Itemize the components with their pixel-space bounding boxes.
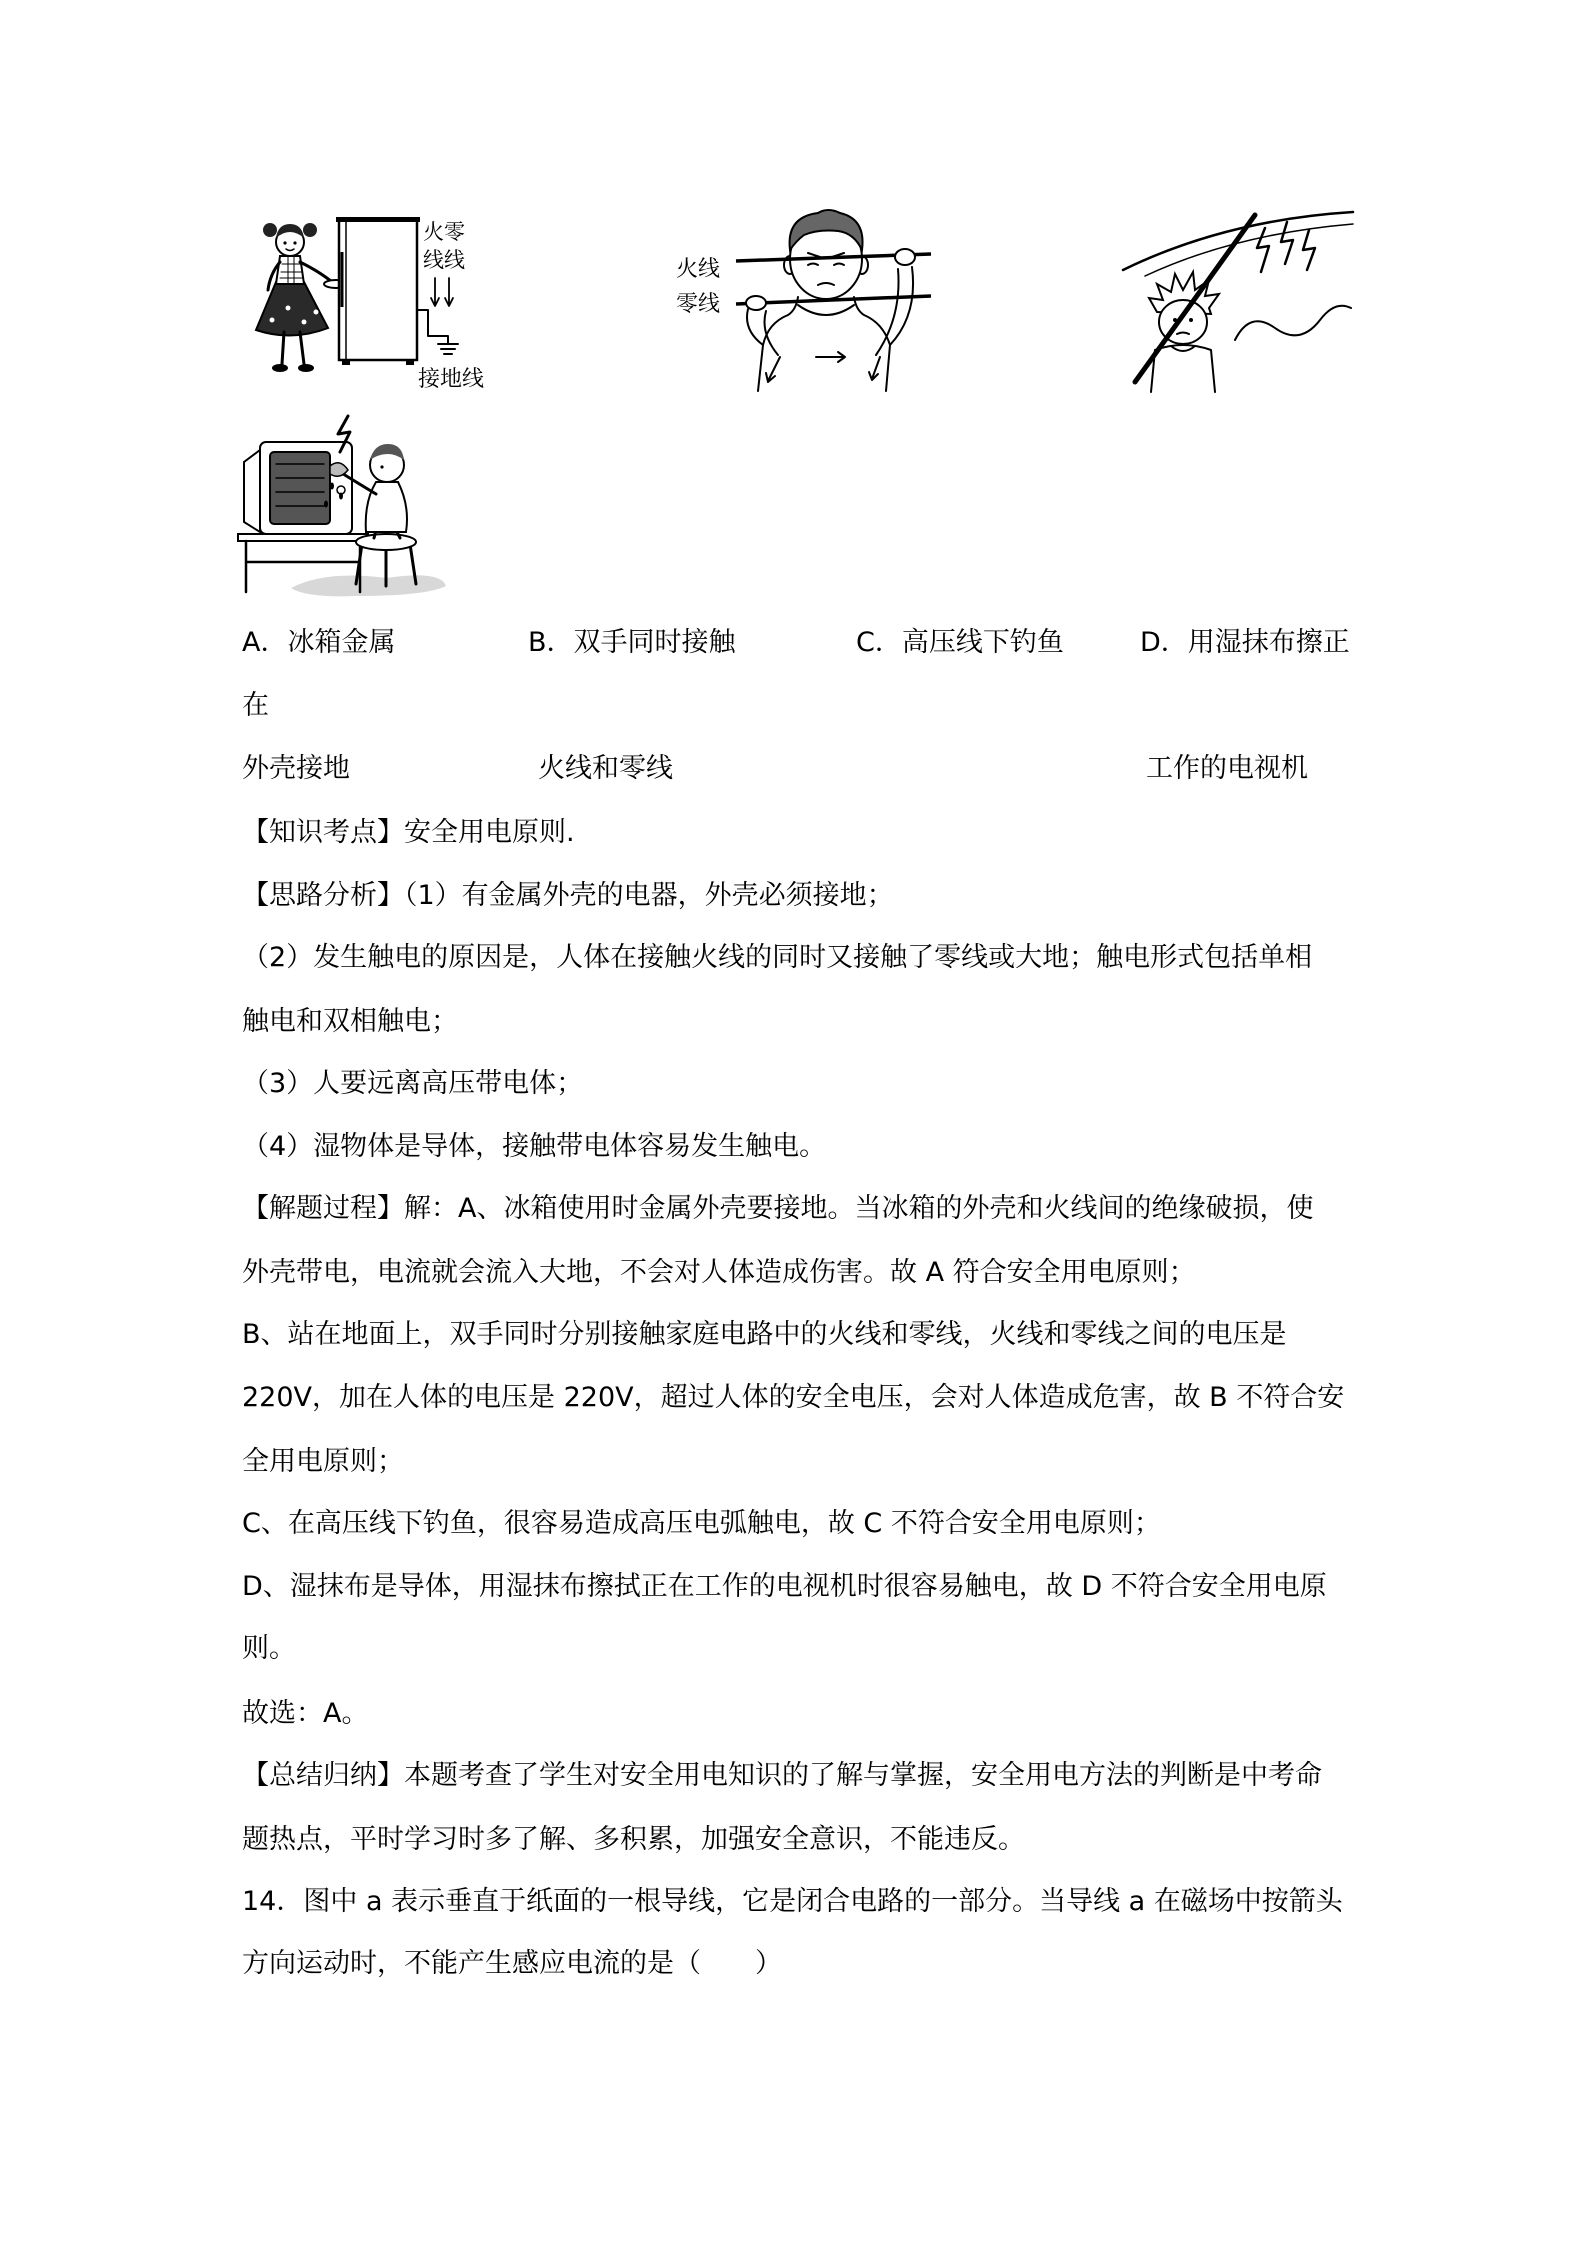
solution-line: 220V，加在人体的电压是 220V，超过人体的安全电压，会对人体造成危害，故 B 不符合安 [242, 1382, 1345, 1413]
knowledge-point-line [242, 818, 575, 848]
angler-collar [1171, 346, 1195, 351]
solution-line: 外壳带电，电流就会流入大地，不会对人体造成伤害。故 A 符合安全用电原则； [242, 1257, 1196, 1288]
angler-body [1151, 345, 1215, 392]
current-arrow [816, 352, 845, 362]
tv-back [244, 450, 260, 532]
analysis-line: （4）湿物体是导体，接触带电体容易发生触电。 [242, 1131, 827, 1162]
girl-shoe-left [272, 364, 288, 372]
angler-figure [1149, 272, 1219, 392]
child-body [366, 482, 407, 532]
boy-hand-left [746, 296, 766, 310]
option-d-label: D．用湿抹布擦正 [1140, 627, 1350, 658]
girl-legs [282, 332, 304, 364]
fridge-body [339, 220, 417, 360]
option-b-label: B．双手同时接触 [528, 627, 736, 658]
current-arrow [869, 357, 880, 380]
summary-line [242, 1761, 1322, 1791]
ground-wire-label: 接地线 [418, 367, 485, 392]
solution-text: 解：A、冰箱使用时金属外壳要接地。当冰箱的外壳和火线间的绝缘破损，使 [404, 1193, 1314, 1224]
analysis-line: 触电和双相触电； [242, 1006, 458, 1037]
option-d-continuation: 工作的电视机 [1146, 753, 1308, 784]
water-drop [324, 501, 328, 508]
girl-eye [283, 241, 286, 244]
girl-shoe-right [298, 364, 314, 372]
high-voltage-fishing-illustration [1115, 200, 1360, 395]
solution-heading: 【解题过程】 [242, 1193, 404, 1224]
electric-spark [1257, 228, 1269, 272]
water-drop [339, 493, 343, 500]
solution-line: 全用电原则； [242, 1446, 404, 1477]
child-eye [380, 465, 383, 468]
power-wires [417, 278, 458, 354]
analysis-text: （1）有金属外壳的电器，外壳必须接地； [404, 880, 894, 911]
neutral-wire-label: 零线 [676, 292, 721, 317]
ground-symbol [438, 344, 458, 354]
tv-screen [270, 452, 330, 524]
option-a-label: A．冰箱金属 [242, 627, 396, 658]
river-line [1235, 306, 1351, 340]
skirt-dot [270, 318, 275, 323]
skirt-dot [314, 310, 319, 315]
option-c-label: C．高压线下钓鱼 [856, 627, 1064, 658]
refrigerator [336, 217, 420, 365]
solution-line: D、湿抹布是导体，用湿抹布擦拭正在工作的电视机时很容易触电，故 D 不符合安全用电原 [242, 1571, 1327, 1602]
fridge-foot [342, 360, 350, 365]
solution-line: 则。 [242, 1633, 296, 1664]
live-neutral-illustration [668, 205, 938, 395]
girl-figure [256, 223, 348, 372]
solution-line [242, 1194, 1313, 1224]
skirt-dot [302, 320, 307, 325]
analysis-line [242, 881, 894, 911]
live-wire-label: 火线 [676, 257, 721, 282]
girl-pigtail-left [263, 223, 277, 237]
live-wire-arrow [431, 278, 439, 306]
boy-collar [798, 305, 854, 315]
electric-spark [1303, 230, 1315, 270]
table-top [238, 534, 368, 541]
girl-eye [293, 241, 296, 244]
summary-text: 本题考查了学生对安全用电知识的了解与掌握，安全用电方法的判断是中考命 [404, 1760, 1322, 1791]
boy-hand-right [895, 249, 915, 265]
option-b-continuation: 火线和零线 [538, 753, 673, 784]
knowledge-point-text: 安全用电原则. [404, 817, 575, 848]
high-voltage-line-2 [1145, 224, 1353, 276]
stool-seat [356, 534, 416, 550]
solution-line: B、站在地面上，双手同时分别接触家庭电路中的火线和零线，火线和零线之间的电压是 [242, 1319, 1287, 1350]
question-14-line: 14．图中 a 表示垂直于纸面的一根导线，它是闭合电路的一部分。当导线 a 在磁场中按箭头 [242, 1886, 1343, 1917]
knowledge-point-heading: 【知识考点】 [242, 817, 404, 848]
summary-heading: 【总结归纳】 [242, 1760, 404, 1791]
neutral-wire-arrow [445, 278, 453, 306]
question-14-line: 方向运动时，不能产生感应电流的是（ ） [242, 1948, 782, 1979]
girl-torso [276, 256, 304, 284]
fridge-wire-label-bottom: 线线 [423, 248, 465, 272]
wet-cloth-tv-illustration [236, 410, 451, 600]
current-arrow [766, 357, 780, 382]
answer-line: 故选：A。 [242, 1698, 369, 1729]
option-a-continuation: 外壳接地 [242, 753, 350, 784]
fridge-grounding-illustration [242, 212, 492, 394]
analysis-line: （2）发生触电的原因是，人体在接触火线的同时又接触了零线或大地；触电形式包括单相 [242, 942, 1313, 973]
water-drop [330, 483, 334, 490]
girl-arm-right [300, 262, 332, 282]
fridge-top [336, 217, 420, 222]
solution-line: C、在高压线下钓鱼，很容易造成高压电弧触电，故 C 不符合安全用电原则； [242, 1508, 1161, 1539]
fridge-foot [406, 360, 414, 365]
girl-pigtail-right [303, 223, 317, 237]
angler-eye [1189, 318, 1193, 322]
boy-body-left [758, 297, 798, 391]
summary-line: 题热点，平时学习时多了解、多积累，加强安全意识，不能违反。 [242, 1824, 1025, 1855]
water-puddle [291, 575, 446, 596]
analysis-line: （3）人要远离高压带电体； [242, 1068, 584, 1099]
electric-spark [1281, 222, 1293, 264]
ground-wire [417, 310, 448, 344]
skirt-dot [286, 306, 291, 311]
analysis-heading: 【思路分析】 [242, 880, 404, 911]
option-d-wrap: 在 [242, 690, 269, 721]
television [244, 442, 352, 534]
boy-arm-right [876, 267, 913, 355]
fridge-wire-label-top: 火零 [423, 220, 465, 244]
